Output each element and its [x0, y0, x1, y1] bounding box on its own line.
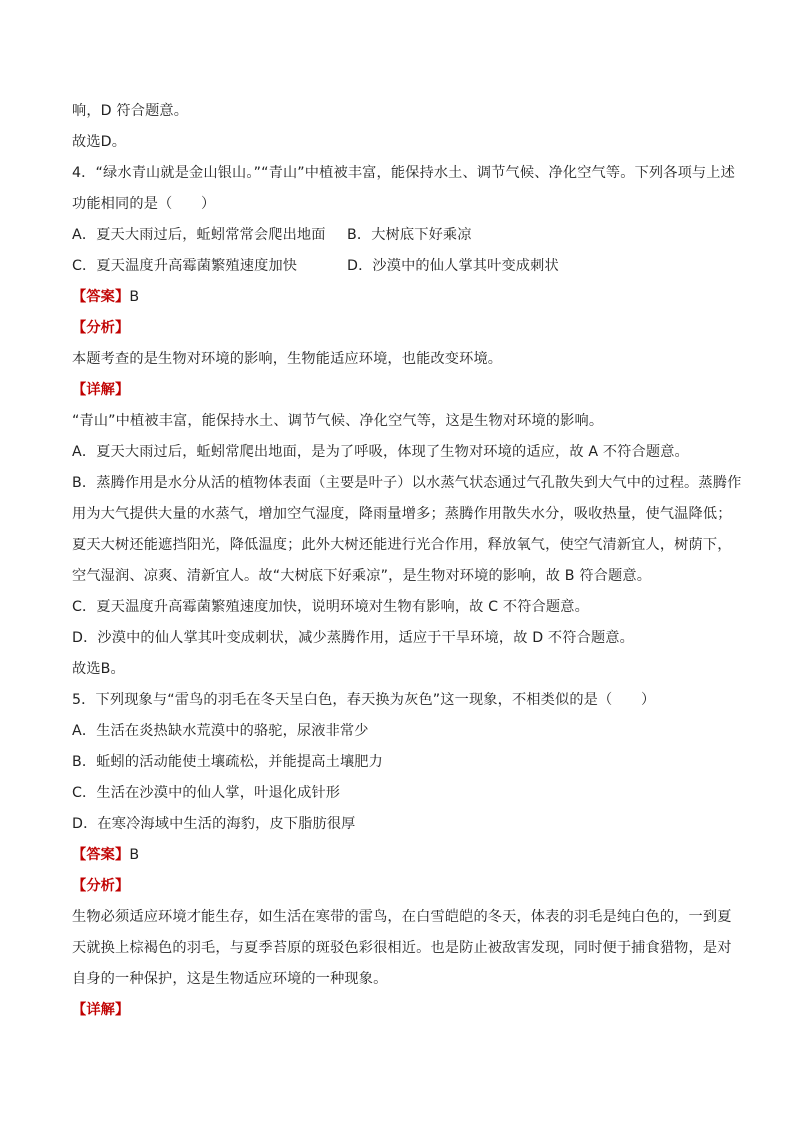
q4-option-c: C．夏天温度升高霉菌繁殖速度加快 — [72, 258, 298, 274]
q5-analysis-heading — [72, 876, 129, 896]
detail-tag: 【详解】 — [72, 1002, 130, 1018]
q4-detail-line: 空气湿润、凉爽、清新宜人。故“大树底下好乘凉”，是生物对环境的影响，故 B 符合题意。 — [72, 568, 652, 584]
q4-option-d: D．沙漠中的仙人掌其叶变成刺状 — [347, 258, 559, 274]
answer-tag: 【答案】 — [72, 847, 130, 863]
q4-stem-line2: 功能相同的是（ ） — [72, 196, 216, 212]
detail-tag: 【详解】 — [72, 382, 130, 398]
q4-stem-line1: 4．“绿水青山就是金山银山。”“青山”中植被丰富，能保持水土、调节气候、净化空气等。下列各项与上述 — [72, 165, 735, 181]
q5-analysis-line: 天就换上棕褐色的羽毛，与夏季苔原的斑驳色彩很相近。也是防止被敌害发现，同时便于捕食猎物，是对 — [72, 940, 732, 956]
q5-answer — [72, 845, 139, 865]
q5-analysis-line: 生物必须适应环境才能生存，如生活在寒带的雷鸟，在白雪皑皑的冬天，体表的羽毛是纯白色的，一到夏 — [72, 909, 732, 925]
q5-option-a: A．生活在炎热缺水荒漠中的骆驼，尿液非常少 — [72, 723, 369, 739]
analysis-tag: 【分析】 — [72, 320, 130, 336]
q5-analysis-line: 自身的一种保护，这是生物适应环境的一种现象。 — [72, 971, 388, 987]
q4-detail-line: “青山”中植被丰富，能保持水土、调节气候、净化空气等，这是生物对环境的影响。 — [72, 413, 604, 429]
q4-option-a: A．夏天大雨过后，蚯蚓常常会爬出地面 — [72, 227, 326, 243]
answer-value: B — [129, 847, 140, 863]
prev-answer-tail: 响，D 符合题意。 — [72, 103, 189, 119]
q4-analysis-heading — [72, 318, 129, 338]
q4-answer — [72, 287, 139, 307]
answer-value: B — [129, 289, 140, 305]
q4-detail-line: 用为大气提供大量的水蒸气，增加空气湿度，降雨量增多；蒸腾作用散失水分，吸收热量，使气温降低； — [72, 506, 732, 522]
analysis-tag: 【分析】 — [72, 878, 130, 894]
q4-detail-heading — [72, 380, 129, 400]
q4-detail-line: D．沙漠中的仙人掌其叶变成刺状，减少蒸腾作用，适应于干旱环境，故 D 不符合题意。 — [72, 630, 634, 646]
prev-conclusion: 故选D。 — [72, 134, 127, 150]
q4-detail-line: A．夏天大雨过后，蚯蚓常爬出地面，是为了呼吸，体现了生物对环境的适应，故 A 不符合题意。 — [72, 444, 689, 460]
q4-detail-line: 夏天大树还能遮挡阳光，降低温度；此外大树还能进行光合作用，释放氧气，使空气清新宜人，树荫下， — [72, 537, 732, 553]
q4-option-b: B．大树底下好乘凉 — [347, 227, 472, 243]
q5-option-c: C．生活在沙漠中的仙人掌，叶退化成针形 — [72, 785, 341, 801]
q5-stem: 5．下列现象与“雷鸟的羽毛在冬天呈白色，春天换为灰色”这一现象，不相类似的是（ ） — [72, 692, 656, 708]
q5-option-d: D．在寒冷海域中生活的海豹，皮下脂肪很厚 — [72, 816, 356, 832]
answer-tag: 【答案】 — [72, 289, 130, 305]
q4-analysis-text: 本题考查的是生物对环境的影响，生物能适应环境，也能改变环境。 — [72, 351, 503, 367]
q5-detail-heading — [72, 1000, 129, 1020]
q4-detail-line: C．夏天温度升高霉菌繁殖速度加快，说明环境对生物有影响，故 C 不符合题意。 — [72, 599, 589, 615]
q4-detail-line: B．蒸腾作用是水分从活的植物体表面（主要是叶子）以水蒸气状态通过气孔散失到大气中的过程。蒸腾作 — [72, 475, 742, 491]
q5-option-b: B．蚯蚓的活动能使土壤疏松，并能提高土壤肥力 — [72, 754, 383, 770]
q4-conclusion: 故选B。 — [72, 661, 125, 677]
